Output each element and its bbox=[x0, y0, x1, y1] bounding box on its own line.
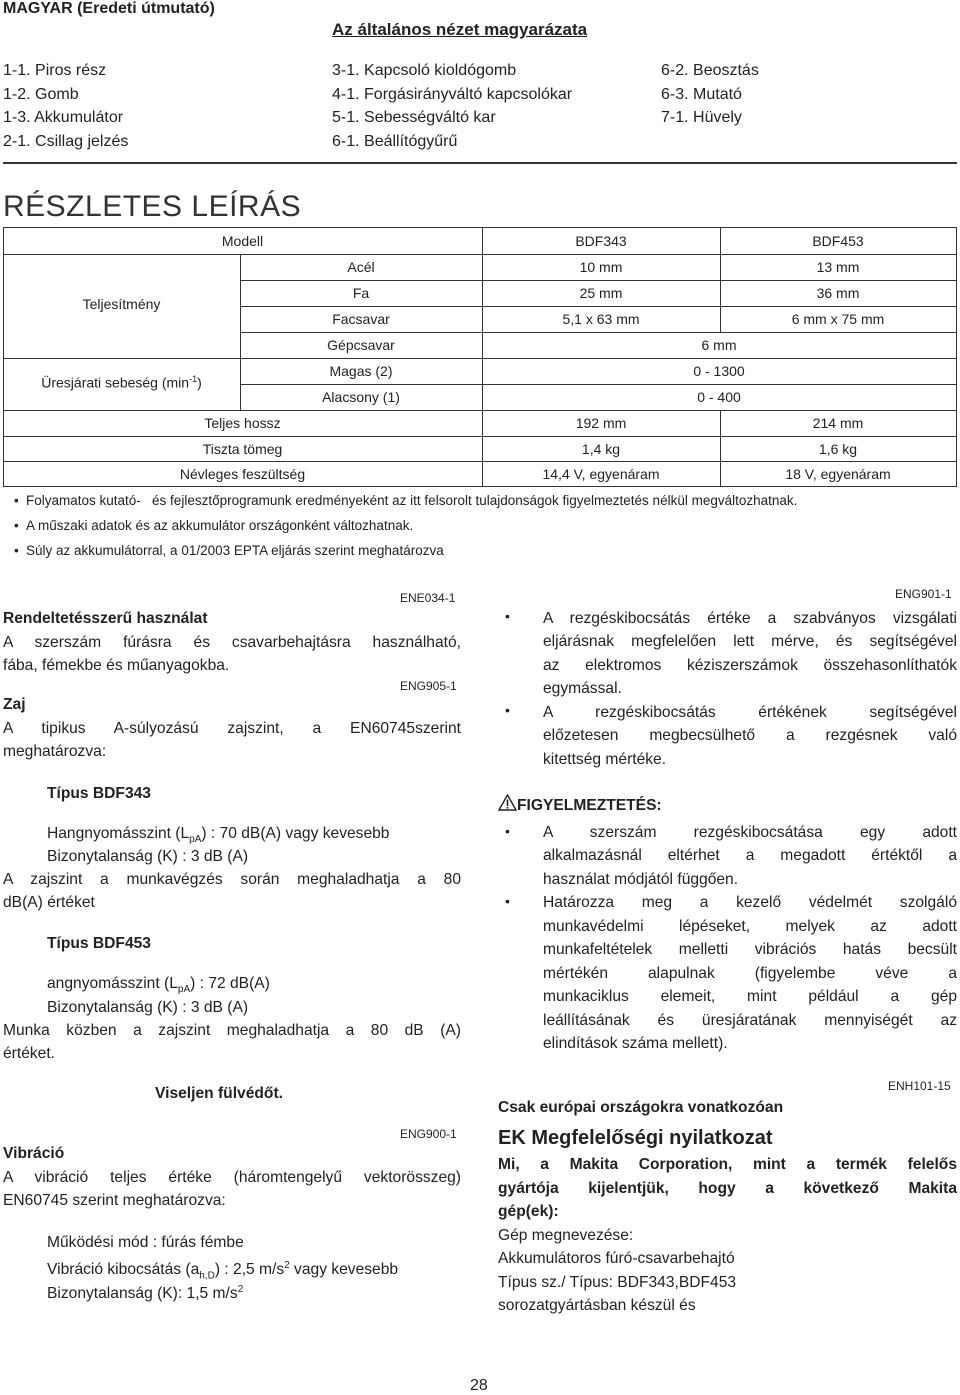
vibration-info-line: az elektromos kéziszerszámok összehasonlíthatók bbox=[543, 657, 957, 674]
cell-value: 10 mm bbox=[579, 259, 623, 275]
vibration-info-line: A rezgéskibocsátás értéke a szabványos vizsgálati bbox=[543, 610, 957, 627]
warning-line: alkalmazásnál eltérhet a megadott értéktől a bbox=[543, 847, 957, 864]
cell-value: 1,6 kg bbox=[818, 441, 858, 457]
cell-value: 0 - 1300 bbox=[693, 363, 745, 379]
bullet-dot: • bbox=[505, 608, 510, 624]
general-view-title: Az általános nézet magyarázata bbox=[332, 20, 588, 39]
type-bdf343-heading: Típus BDF343 bbox=[47, 785, 151, 802]
cell-value: 6 mm x 75 mm bbox=[791, 311, 885, 327]
cell-value: 192 mm bbox=[575, 415, 627, 431]
row-label: Névleges feszültség bbox=[179, 466, 306, 482]
legend-item: 6-1. Beállítógyűrű bbox=[332, 132, 458, 150]
legend-item: 1-1. Piros rész bbox=[3, 62, 107, 79]
specs-title: RÉSZLETES LEÍRÁS bbox=[3, 190, 302, 223]
language-heading: MAGYAR (Eredeti útmutató) bbox=[3, 0, 215, 17]
warning-line: leállításának és üresjáratának mennyiségét az bbox=[543, 1012, 957, 1029]
vibration-info-line: egymással. bbox=[543, 680, 622, 697]
noise-exceed-line: dB(A) értéket bbox=[3, 894, 95, 911]
row-label: Alacsony (1) bbox=[322, 389, 400, 405]
vibration-emission: Vibráció kibocsátás $(a_{h,D})$ : 2,5 $m/s^2$ vagy kevesebb bbox=[47, 1260, 399, 1282]
bullet-dot: • bbox=[505, 893, 510, 909]
cell-value: 0 - 400 bbox=[697, 389, 741, 405]
ec-declaration-line: Típus sz./ Típus: BDF343,BDF453 bbox=[498, 1274, 737, 1291]
cell-value: 14,4 V, egyenáram bbox=[542, 466, 660, 482]
warning-line: munkavédelmi lépéseket, melyek az adott bbox=[543, 918, 957, 935]
legend-item: 7-1. Hüvely bbox=[661, 109, 742, 126]
bullet-dot: • bbox=[505, 702, 510, 718]
legend-item: 6-3. Mutató bbox=[661, 85, 742, 103]
spec-note: • Súly az akkumulátorral, a 01/2003 EPTA eljárás szerint meghatározva bbox=[14, 543, 444, 558]
cell-value: 18 V, egyenáram bbox=[785, 466, 891, 482]
spec-note: • A műszaki adatok és az akkumulátor országonként változhatnak. bbox=[14, 518, 414, 533]
legend-item: 4-1. Forgásirányváltó kapcsolókar bbox=[332, 85, 573, 103]
performance-label: Teljesítmény bbox=[82, 296, 161, 312]
warning-line: munkafeltételek melletti vibrációs hatás becsült bbox=[543, 941, 957, 958]
sound-pressure-bdf453: angnyomásszint $(L_{pA})$ : 72 dB(A) bbox=[47, 975, 270, 996]
uncertainty-bdf343: Bizonytalanság (K) : 3 dB (A) bbox=[47, 848, 249, 865]
model-label: Modell bbox=[221, 233, 264, 249]
ec-declaration-line: Gép megnevezése: bbox=[498, 1227, 634, 1244]
ec-declaration-line: Mi, a Makita Corporation, mint a termék felelős bbox=[498, 1156, 957, 1173]
warning-line: Határozza meg a kezelő védelmét szolgáló bbox=[543, 894, 957, 911]
vibration-uncertainty: Bizonytalanság (K): 1,5 $m/s^2$ bbox=[47, 1284, 244, 1303]
section-code: ENH101-15 bbox=[888, 1079, 951, 1093]
work-mode: Működési mód : fúrás fémbe bbox=[47, 1234, 244, 1251]
legend-item: 6-2. Beosztás bbox=[661, 62, 759, 79]
intended-use-line: fába, fémekbe és műanyagokba. bbox=[3, 657, 230, 674]
uncertainty-bdf453: Bizonytalanság (K) : 3 dB (A) bbox=[47, 999, 249, 1016]
cell-value: 5,1 x 63 mm bbox=[562, 311, 640, 327]
vibration-info-line: A rezgéskibocsátás értékének segítségével bbox=[543, 704, 957, 721]
spec-note: • Folyamatos kutató- és fejlesztőprogramunk eredményeként az itt felsorolt tulajdonságok figyelmeztetés nélkül megváltozhatnak. bbox=[14, 493, 798, 508]
bullet-dot: • bbox=[505, 823, 510, 839]
row-label: Fa bbox=[352, 285, 370, 301]
vibration-line: EN60745 szerint meghatározva: bbox=[3, 1192, 226, 1209]
ec-declaration-line: gép(ek): bbox=[498, 1203, 559, 1220]
section-code: ENG905-1 bbox=[400, 679, 457, 693]
cell-value: 25 mm bbox=[579, 285, 623, 301]
warning-line: A szerszám rezgéskibocsátása egy adott bbox=[543, 824, 957, 841]
cell-value: 1,4 kg bbox=[581, 441, 621, 457]
cell-value: 36 mm bbox=[816, 285, 860, 301]
vibration-line: A vibráció teljes értéke (háromtengelyű vektorösszeg) bbox=[3, 1169, 461, 1186]
noise-exceed-line: Munka közben a zajszint meghaladhatja a 80 dB (A) bbox=[3, 1022, 461, 1039]
legend-item: 1-2. Gomb bbox=[3, 85, 79, 103]
ec-declaration-line: gyártója kijelentjük, hogy a következő Makita bbox=[498, 1180, 957, 1197]
model-bdf453: BDF453 bbox=[812, 233, 864, 249]
eu-only-heading: Csak európai országokra vonatkozóan bbox=[498, 1099, 784, 1116]
section-code: ENG901-1 bbox=[895, 587, 952, 601]
intended-use-line: A szerszám fúrásra és csavarbehajtásra használható, bbox=[3, 634, 461, 651]
warning-line: mértékén alapulnak (figyelembe véve a bbox=[543, 965, 957, 982]
intended-use-title: Rendeltetésszerű használat bbox=[3, 610, 208, 627]
type-bdf453-heading: Típus BDF453 bbox=[47, 935, 151, 952]
legend-item: 3-1. Kapcsoló kioldógomb bbox=[332, 62, 517, 79]
row-label: Facsavar bbox=[332, 311, 390, 327]
noise-line: meghatározva: bbox=[3, 743, 107, 760]
row-label: Teljes hossz bbox=[204, 415, 281, 431]
vibration-info-line: kitettség mértéke. bbox=[543, 751, 667, 768]
vibration-info-line: előzetesen megbecsülhető a rezgésnek való bbox=[543, 727, 957, 744]
noise-exceed-line: értéket. bbox=[3, 1045, 56, 1062]
row-label: Magas (2) bbox=[329, 363, 393, 379]
row-label: Gépcsavar bbox=[327, 337, 395, 353]
cell-value: 13 mm bbox=[816, 259, 860, 275]
sound-pressure-bdf343: Hangnyomásszint $(L_{pA})$ : 70 dB(A) vagy kevesebb bbox=[47, 825, 390, 846]
cell-value: 6 mm bbox=[701, 337, 737, 353]
legend-item: 2-1. Csillag jelzés bbox=[3, 132, 129, 150]
ec-declaration-line: Akkumulátoros fúró-csavarbehajtó bbox=[498, 1250, 735, 1267]
section-code: ENG900-1 bbox=[400, 1127, 457, 1141]
warning-triangle-icon bbox=[498, 794, 517, 811]
legend-item: 5-1. Sebességváltó kar bbox=[332, 109, 496, 126]
warning-heading: FIGYELMEZTETÉS: bbox=[498, 794, 662, 818]
row-label: Acél bbox=[347, 259, 375, 275]
idle-speed-label: Üresjárati sebeség $(\min^{-1})$ bbox=[41, 374, 202, 391]
ear-protection-warning: Viseljen fülvédőt. bbox=[155, 1085, 283, 1102]
vibration-info-line: eljárásnak megfelelően lett mérve, és segítségével bbox=[543, 633, 957, 650]
model-bdf343: BDF343 bbox=[575, 233, 627, 249]
warning-line: munkaciklus elemeit, mint például a gép bbox=[543, 988, 957, 1005]
row-label: Tiszta tömeg bbox=[202, 441, 283, 457]
cell-value: 214 mm bbox=[812, 415, 864, 431]
ec-declaration-line: sorozatgyártásban készül és bbox=[498, 1297, 696, 1314]
warning-line: elindítások száma mellett). bbox=[543, 1035, 728, 1052]
warning-line: használat módjától függően. bbox=[543, 871, 739, 888]
page-number: 28 bbox=[470, 1377, 488, 1394]
vibration-title: Vibráció bbox=[3, 1145, 65, 1162]
noise-line: A tipikus A-súlyozású zajszint, a EN60745szerint bbox=[3, 720, 461, 737]
legend-item: 1-3. Akkumulátor bbox=[3, 109, 124, 126]
section-code: ENE034-1 bbox=[400, 591, 456, 605]
ec-declaration-title: EK Megfelelőségi nyilatkozat bbox=[498, 1127, 773, 1149]
noise-exceed-line: A zajszint a munkavégzés során meghaladhatja a 80 bbox=[3, 871, 461, 888]
noise-title: Zaj bbox=[3, 696, 26, 713]
